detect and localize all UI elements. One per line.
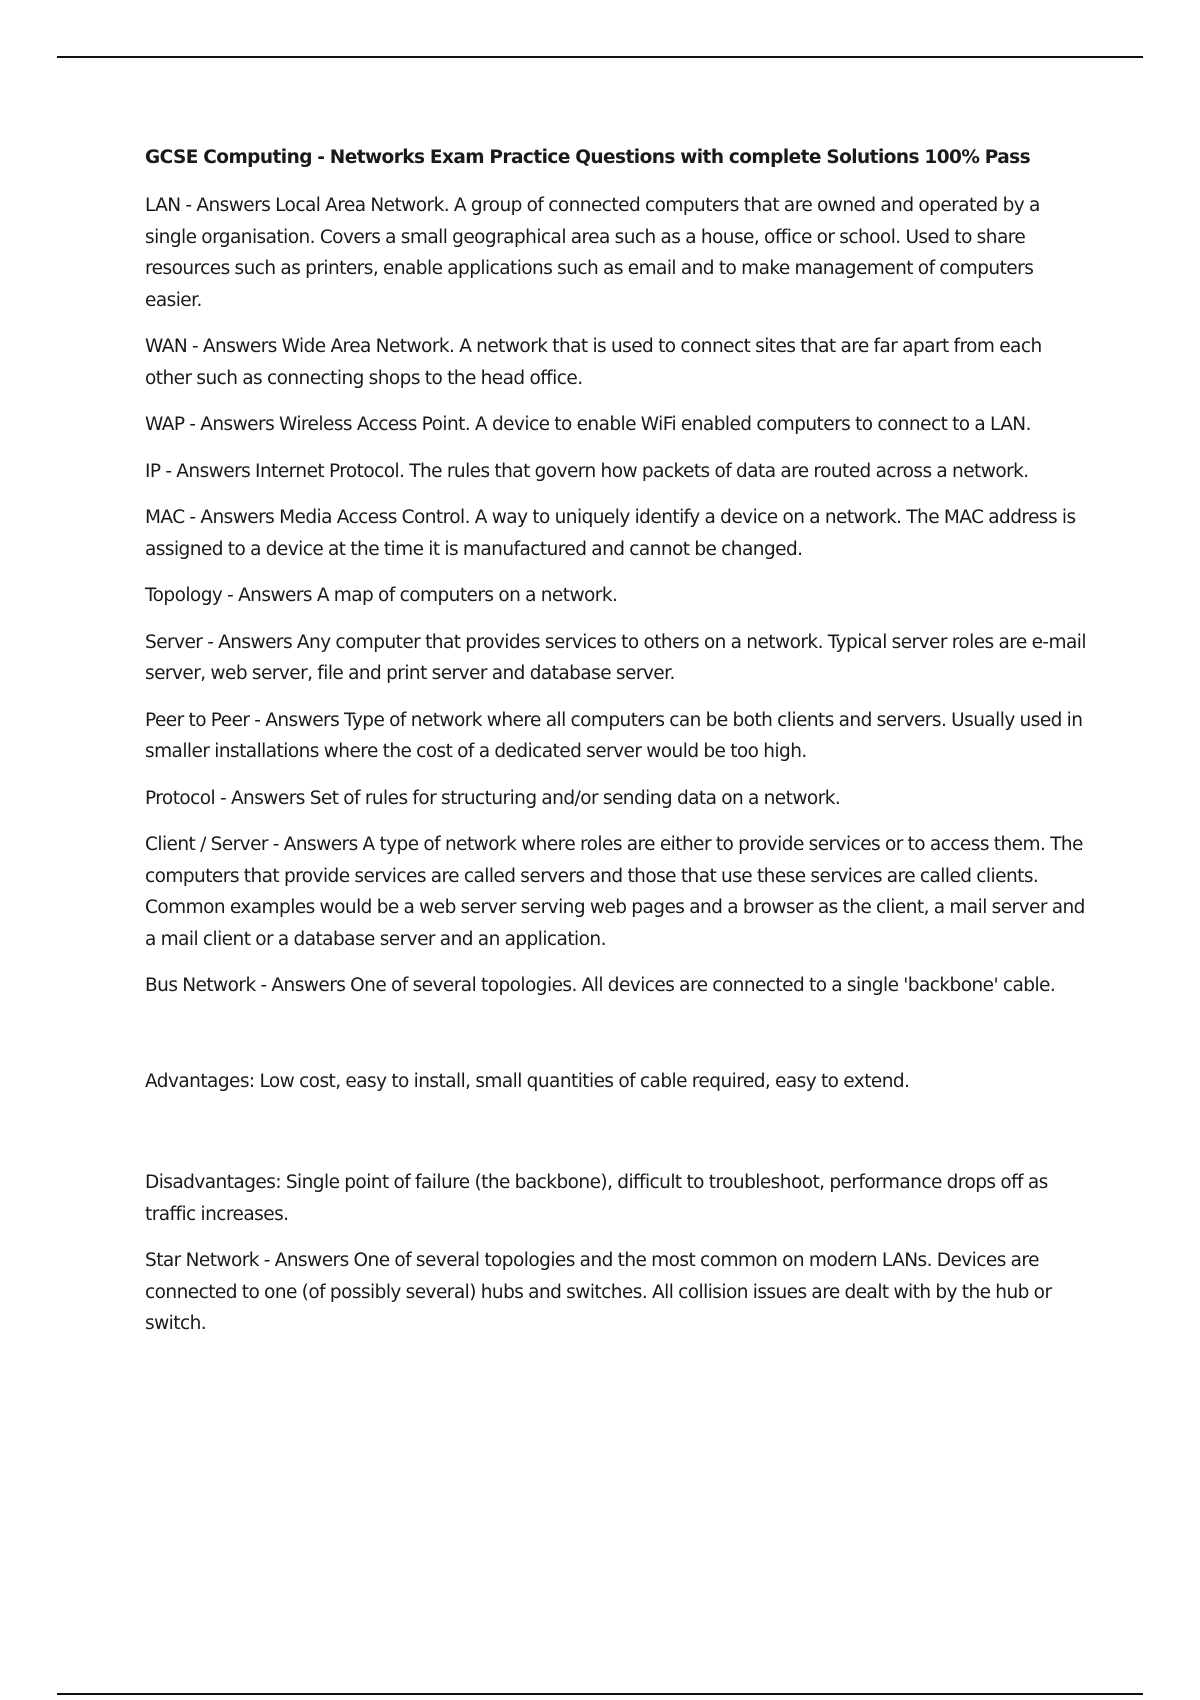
header-rule xyxy=(57,56,1143,58)
entry-server: Server - Answers Any computer that provides services to others on a network. Typical server roles are e-mail server, web server, file and print server and database server. xyxy=(145,631,1086,684)
document-title: GCSE Computing - Networks Exam Practice Questions with complete Solutions 100% Pass xyxy=(145,147,1031,168)
document-body xyxy=(145,142,1090,1355)
footer-rule xyxy=(57,1693,1143,1695)
entry-peer-to-peer: Peer to Peer - Answers Type of network where all computers can be both clients and servers. Usually used in smaller installations where the cost of a dedicated server would be too high. xyxy=(145,709,1083,762)
entry-topology: Topology - Answers A map of computers on a network. xyxy=(145,585,618,606)
entry-lan: LAN - Answers Local Area Network. A group of connected computers that are owned and operated by a single organisation. Covers a small geographical area such as a house, office or school. Used to share resources such as printers, enable applications such as email and to make management of computers easier. xyxy=(145,195,1040,311)
entry-bus-network: Bus Network - Answers One of several topologies. All devices are connected to a single 'backbone' cable. xyxy=(145,975,1056,996)
entry-star-network: Star Network - Answers One of several topologies and the most common on modern LANs. Devices are connected to one (of possibly several) hubs and switches. All collision issues are dealt with by the hub or switch. xyxy=(145,1250,1052,1334)
entry-protocol: Protocol - Answers Set of rules for structuring and/or sending data on a network. xyxy=(145,787,841,809)
entry-wan: WAN - Answers Wide Area Network. A network that is used to connect sites that are far apart from each other such as connecting shops to the head office. xyxy=(145,336,1042,389)
entry-ip: IP - Answers Internet Protocol. The rules that govern how packets of data are routed across a network. xyxy=(145,460,1029,482)
entry-mac: MAC - Answers Media Access Control. A way to uniquely identify a device on a network. The MAC address is assigned to a device at the time it is manufactured and cannot be changed. xyxy=(145,507,1076,560)
entry-bus-advantages: Advantages: Low cost, easy to install, small quantities of cable required, easy to extend. xyxy=(145,1070,910,1092)
entry-wap: WAP - Answers Wireless Access Point. A device to enable WiFi enabled computers to connect to a LAN. xyxy=(145,414,1031,435)
entry-client-server: Client / Server - Answers A type of network where roles are either to provide services or to access them. The computers that provide services are called servers and those that use these services are called clients. Common examples would be a web server serving web pages and a browser as the client, a mail server and a mail client or a database server and an application. xyxy=(145,834,1085,950)
entry-bus-disadvantages: Disadvantages: Single point of failure (the backbone), difficult to troubleshoot, performance drops off as traffic increases. xyxy=(145,1172,1048,1225)
